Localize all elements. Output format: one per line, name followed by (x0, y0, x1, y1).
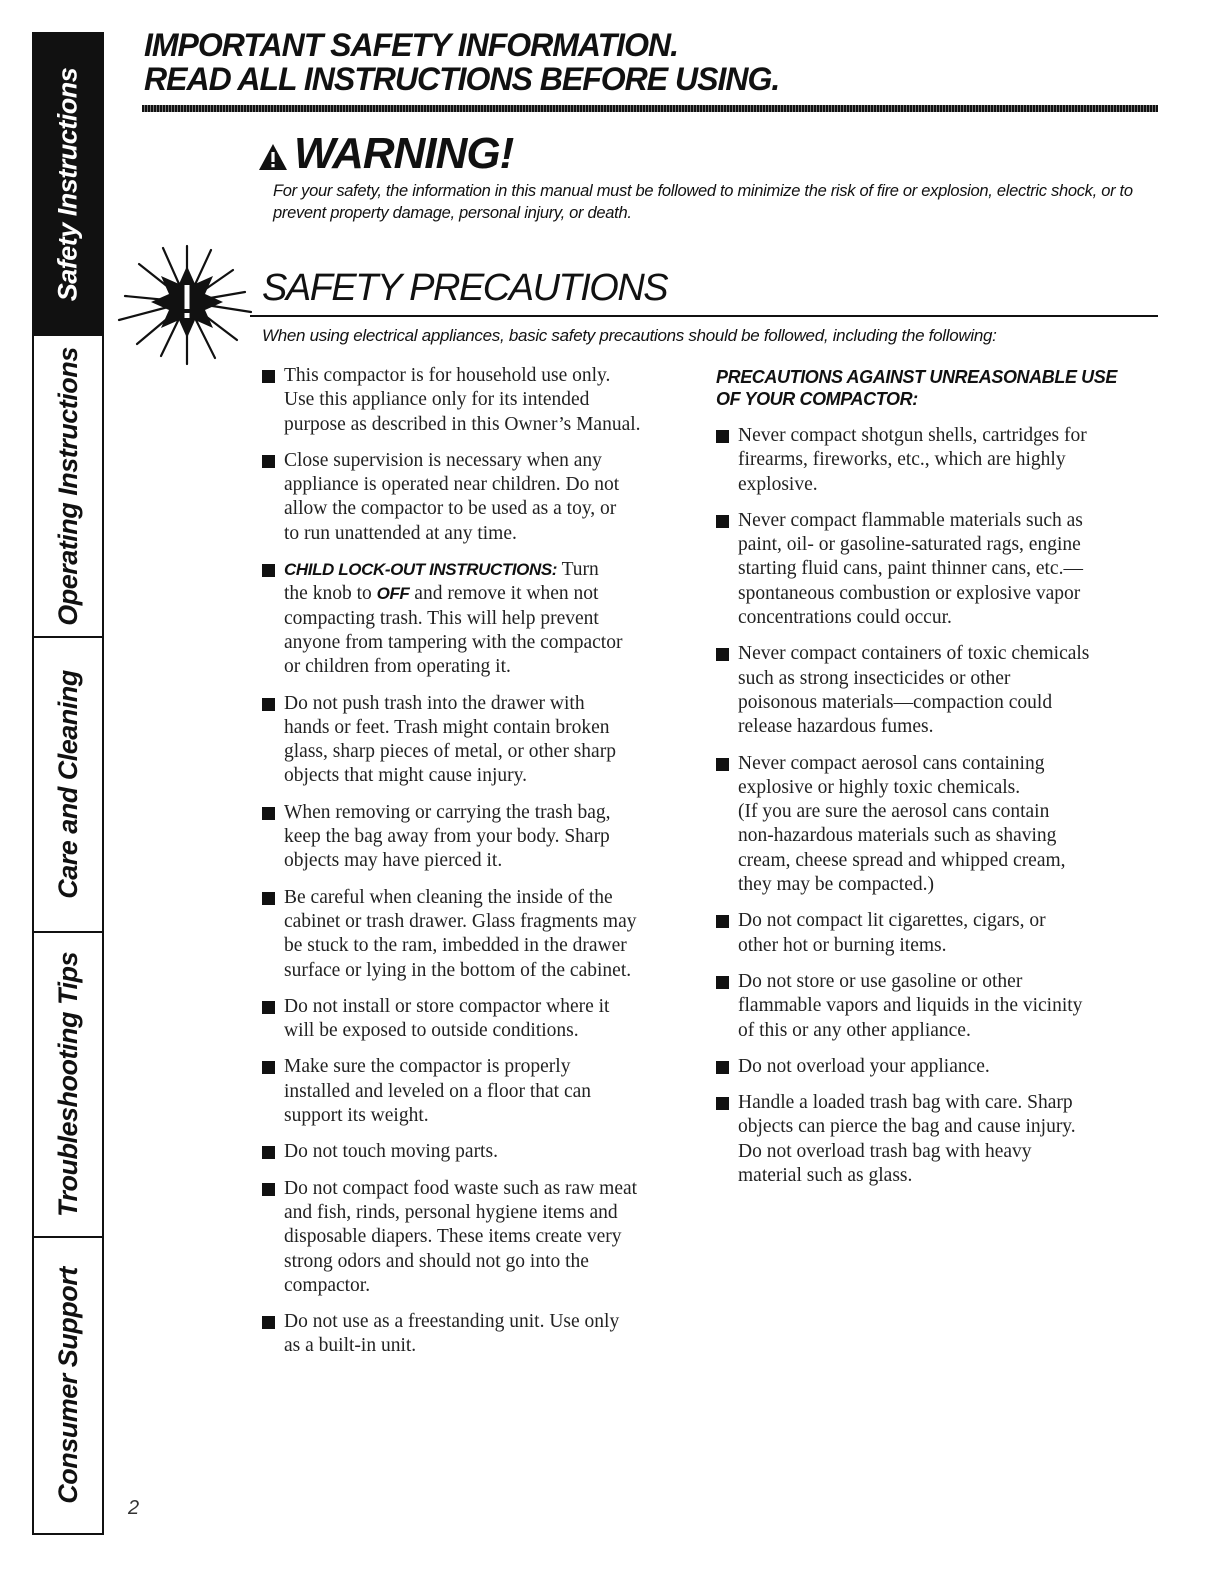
bullet-icon (262, 892, 275, 905)
list-item: Do not use as a freestanding unit. Use only as a built-in unit. (262, 1310, 702, 1359)
tab-safety-instructions[interactable] (34, 34, 102, 336)
list-item: Do not compact lit cigarettes, cigars, or other hot or burning items. (716, 909, 1156, 958)
list-item: Do not store or use gasoline or other flammable vapors and liquids in the vicinity of this or any other appliance. (716, 970, 1156, 1043)
unreasonable-use-heading: PRECAUTIONS AGAINST UNREASONABLE USE OF YOUR COMPACTOR: (716, 367, 1117, 409)
tab-care-and-cleaning[interactable] (34, 638, 102, 933)
starburst-exclamation-icon (115, 240, 255, 370)
bullet-icon (716, 430, 729, 443)
bullet-icon (716, 915, 729, 928)
bullet-icon (262, 698, 275, 711)
tab-consumer-support[interactable] (34, 1238, 102, 1533)
side-tab-nav (32, 32, 104, 1535)
bullet-icon (262, 564, 275, 577)
header-divider (142, 105, 1158, 112)
list-item: Do not compact food waste such as raw meat and fish, rinds, personal hygiene items and disposable diapers. These items create very strong odors and should not go into the compactor. (262, 1177, 702, 1298)
list-item: This compactor is for household use only. Use this appliance only for its intended purpose as described in this Owner’s Manual. (262, 364, 702, 437)
list-item-child-lockout: CHILD LOCK-OUT INSTRUCTIONS: Turn the knob to OFF and remove it when not compacting trash. This will help prevent anyone from tampering with the compactor or children from operating it. (262, 558, 702, 679)
bullet-icon (262, 1001, 275, 1014)
list-item: Close supervision is necessary when any appliance is operated near children. Do not allow the compactor to be used as a toy, or to run unattended at any time. (262, 449, 702, 546)
list-item: Never compact containers of toxic chemicals such as strong insecticides or other poisonous materials—compaction could release hazardous fumes. (716, 642, 1156, 739)
list-item: Do not touch moving parts. (262, 1140, 702, 1164)
tab-label: Consumer Support (52, 1267, 83, 1504)
bullet-icon (716, 1097, 729, 1110)
list-item: Never compact shotgun shells, cartridges for firearms, fireworks, etc., which are highly explosive. (716, 424, 1156, 497)
page-title (144, 28, 779, 96)
warning-text: For your safety, the information in this manual must be followed to minimize the risk of fire or explosion, electric shock, or to prevent property damage, personal injury, or death. (273, 182, 1133, 222)
page-title-line-1: IMPORTANT SAFETY INFORMATION. (144, 27, 678, 63)
bullet-icon (262, 455, 275, 468)
tab-operating-instructions[interactable] (34, 336, 102, 638)
warning-heading (258, 130, 513, 178)
list-item: Be careful when cleaning the inside of the cabinet or trash drawer. Glass fragments may be stuck to the ram, imbedded in the drawer surface or lying in the bottom of the cabinet. (262, 886, 702, 983)
list-item: Do not push trash into the drawer with hands or feet. Trash might contain broken glass, sharp pieces of metal, or other sharp objects that might cause injury. (262, 692, 702, 789)
list-item: Make sure the compactor is properly installed and leveled on a floor that can support its weight. (262, 1055, 702, 1128)
left-column (262, 364, 702, 1371)
tab-label: Operating Instructions (52, 346, 83, 626)
list-item: Handle a loaded trash bag with care. Sharp objects can pierce the bag and cause injury. Do not overload trash bag with heavy material such as glass. (716, 1091, 1156, 1188)
tab-label: Troubleshooting Tips (52, 952, 83, 1217)
bullet-icon (262, 370, 275, 383)
item-lead: CHILD LOCK-OUT INSTRUCTIONS: (284, 560, 558, 580)
page-number: 2 (128, 1497, 140, 1519)
list-item: Never compact flammable materials such as paint, oil- or gasoline-saturated rags, engine starting fluid cans, paint thinner cans, etc.— spontaneous combustion or explosive vapor concentrations could occur. (716, 509, 1156, 630)
bullet-icon (716, 758, 729, 771)
bullet-icon (716, 648, 729, 661)
tab-label: Care and Cleaning (52, 670, 83, 899)
bullet-icon (716, 976, 729, 989)
bullet-icon (262, 807, 275, 820)
list-item: Do not install or store compactor where it will be exposed to outside conditions. (262, 995, 702, 1044)
tab-label: Safety Instructions (52, 67, 83, 301)
off-label: OFF (376, 584, 410, 604)
bullet-icon (716, 515, 729, 528)
section-intro: When using electrical appliances, basic safety precautions should be followed, including the following: (262, 326, 997, 345)
bullet-icon (716, 1061, 729, 1074)
bullet-icon (262, 1183, 275, 1196)
right-column (716, 364, 1156, 1200)
list-item: When removing or carrying the trash bag, keep the bag away from your body. Sharp objects may have pierced it. (262, 801, 702, 874)
warning-title: WARNING! (294, 129, 514, 178)
list-item: Never compact aerosol cans containing explosive or highly toxic chemicals. (If you are sure the aerosol cans contain non-hazardous materials such as shaving cream, cheese spread and whipped cream, they may be compacted.) (716, 752, 1156, 898)
section-title: SAFETY PRECAUTIONS (262, 267, 668, 309)
section-divider (250, 315, 1158, 317)
page-title-line-2: READ ALL INSTRUCTIONS BEFORE USING. (144, 61, 780, 97)
tab-troubleshooting-tips[interactable] (34, 933, 102, 1238)
bullet-icon (262, 1146, 275, 1159)
list-item: Do not overload your appliance. (716, 1055, 1156, 1079)
warning-triangle-icon (258, 143, 288, 171)
bullet-icon (262, 1061, 275, 1074)
bullet-icon (262, 1316, 275, 1329)
